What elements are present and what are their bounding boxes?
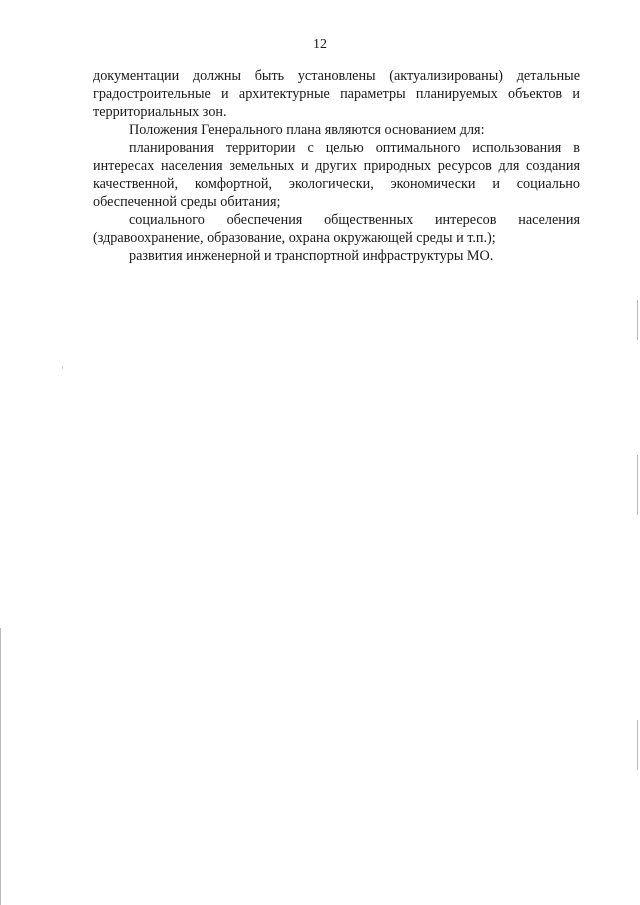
paragraph-continuation: документации должны быть установлены (актуализированы) детальные градостроительные и архитектурные параметры планируемых объектов и территориальных зон.	[93, 68, 580, 120]
paragraph-territory-planning: планирования территории с целью оптимального использования в интересах населения земельных и других природных ресурсов для создания качественной, комфортной, экологически, экономически и социально обеспеченной среды обитания;	[93, 140, 580, 210]
scan-edge-mark-right-mid	[637, 455, 638, 515]
paragraph-social-provision: социального обеспечения общественных интересов населения (здравоохранение, образование, охрана окружающей среды и т.п.);	[93, 212, 580, 246]
scan-speck	[62, 366, 63, 369]
body-text	[93, 67, 580, 265]
scan-edge-mark-right-low	[637, 720, 638, 770]
page-number: 12	[313, 37, 327, 52]
scan-edge-mark-right-top	[637, 300, 638, 340]
scan-edge-mark-left	[0, 628, 1, 905]
paragraph-general-plan-basis: Положения Генерального плана являются основанием для:	[129, 122, 485, 138]
paragraph-infrastructure: развития инженерной и транспортной инфраструктуры МО.	[129, 248, 494, 264]
